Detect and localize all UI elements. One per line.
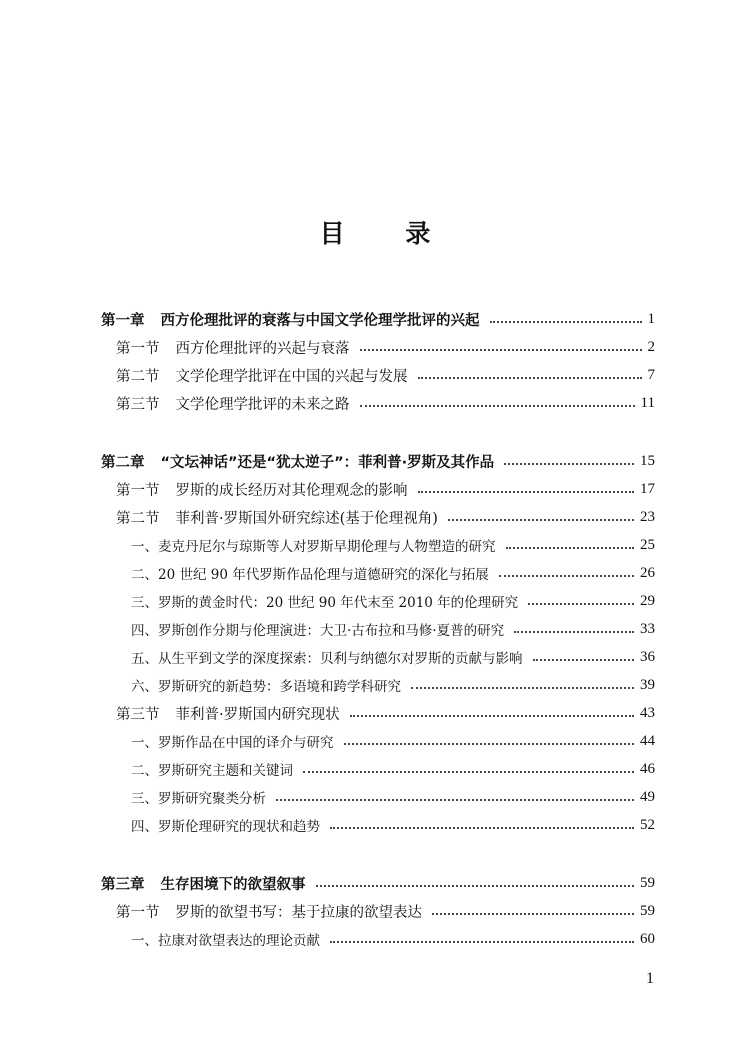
toc-entry-page: 49 — [640, 788, 655, 805]
toc-entry-label: 第一节 — [116, 904, 160, 921]
dot-leader — [418, 491, 635, 493]
toc-entry-heading — [131, 759, 293, 779]
toc-entry-label: 第一节 — [116, 482, 160, 499]
toc-entry-page: 59 — [640, 874, 655, 891]
toc-subsection-entry — [131, 532, 655, 558]
dot-leader — [528, 603, 634, 605]
toc-entry-heading — [131, 675, 401, 695]
toc-entry-page: 23 — [640, 508, 655, 525]
toc-entry-title: 六、罗斯研究的新趋势：多语境和跨学科研究 — [131, 679, 401, 695]
toc-subsection-entry — [131, 784, 655, 810]
toc-entry-page: 60 — [640, 930, 655, 947]
toc-entry-page: 25 — [640, 536, 655, 553]
toc-entry-heading — [131, 563, 489, 583]
toc-entry-title: 一、麦克丹尼尔与琼斯等人对罗斯早期伦理与人物塑造的研究 — [131, 539, 496, 555]
page-title: 目 录 — [319, 219, 457, 248]
toc-entry-heading — [131, 647, 523, 667]
toc-entry-label: 第三节 — [116, 396, 160, 413]
toc-entry-title: 文学伦理学批评在中国的兴起与发展 — [175, 368, 408, 385]
toc-section-entry — [116, 476, 655, 502]
toc-chapter-entry — [101, 870, 655, 896]
toc-entry-page: 44 — [640, 732, 655, 749]
toc-entry-page: 26 — [640, 564, 655, 581]
toc-entry-page: 43 — [640, 704, 655, 721]
toc-entry-page: 7 — [647, 366, 655, 383]
dot-leader — [499, 575, 634, 577]
dot-leader — [360, 405, 635, 407]
toc-entry-page: 29 — [640, 592, 655, 609]
toc-entry-heading — [131, 535, 496, 555]
toc-subsection-entry — [131, 926, 655, 952]
toc-entry-label: 第一章 — [101, 312, 145, 329]
page-number: 1 — [646, 970, 654, 987]
toc-entry-title: 罗斯的成长经历对其伦理观念的影响 — [175, 482, 408, 499]
toc-entry-heading — [101, 309, 480, 330]
toc-entry-heading — [131, 619, 504, 639]
toc-entry-heading — [116, 479, 408, 500]
toc-entry-heading — [101, 451, 494, 472]
dot-leader — [418, 377, 642, 379]
toc-chapter-entry — [101, 448, 655, 474]
toc-entry-page: 15 — [640, 452, 655, 469]
toc-entry-page: 46 — [640, 760, 655, 777]
toc-entry-title: 一、罗斯作品在中国的译介与研究 — [131, 735, 334, 751]
toc-entry-heading — [116, 393, 350, 414]
toc-entry-label: 第三章 — [101, 876, 145, 893]
toc-entry-label: 第二章 — [101, 454, 145, 471]
toc-subsection-entry — [131, 644, 655, 670]
toc-entry-title: 二、罗斯研究主题和关键词 — [131, 763, 293, 779]
toc-subsection-entry — [131, 616, 655, 642]
dot-leader — [432, 913, 634, 915]
dot-leader — [411, 687, 634, 689]
toc-entry-heading — [131, 787, 266, 807]
toc-entry-title: 三、罗斯的黄金时代：20 世纪 90 年代末至 2010 年的伦理研究 — [131, 595, 519, 611]
toc-entry-title: 四、罗斯创作分期与伦理演进：大卫·古布拉和马修·夏普的研究 — [131, 623, 505, 639]
toc-section-entry — [116, 362, 655, 388]
toc-entry-page: 33 — [640, 620, 655, 637]
toc-entry-label: 第二节 — [116, 510, 160, 527]
toc-entry-title: 西方伦理批评的衰落与中国文学伦理学批评的兴起 — [160, 312, 480, 329]
toc-subsection-entry — [131, 728, 655, 754]
toc-entry-heading — [116, 901, 422, 922]
toc-entry-title: 一、拉康对欲望表达的理论贡献 — [131, 933, 320, 949]
dot-leader — [316, 885, 635, 887]
toc-subsection-entry — [131, 812, 655, 838]
toc-entry-title: 菲利普·罗斯国外研究综述(基于伦理视角) — [175, 510, 438, 527]
toc-entry-title: 四、罗斯伦理研究的现状和趋势 — [131, 819, 320, 835]
toc-entry-page: 36 — [640, 648, 655, 665]
toc-entry-page: 52 — [640, 816, 655, 833]
toc-entry-heading — [101, 873, 306, 894]
dot-leader — [514, 631, 634, 633]
toc-entry-title: 文学伦理学批评的未来之路 — [175, 396, 350, 413]
toc-entry-heading — [116, 365, 408, 386]
toc-entry-title: 西方伦理批评的兴起与衰落 — [175, 340, 350, 357]
dot-leader — [360, 349, 642, 351]
toc-subsection-entry — [131, 560, 655, 586]
toc-entry-heading — [116, 337, 350, 358]
toc-section-entry — [116, 898, 655, 924]
dot-leader — [350, 715, 634, 717]
toc-entry-label: 第二节 — [116, 368, 160, 385]
dot-leader — [303, 771, 634, 773]
toc-entry-title: 五、从生平到文学的深度探索：贝利与纳德尔对罗斯的贡献与影响 — [131, 651, 523, 667]
toc-entry-page: 17 — [640, 480, 655, 497]
toc-entry-heading — [131, 815, 320, 835]
toc-entry-heading — [131, 591, 518, 611]
toc-section-entry — [116, 700, 655, 726]
toc-entry-heading — [131, 731, 334, 751]
toc-entry-title: 菲利普·罗斯国内研究现状 — [175, 706, 340, 723]
toc-entry-title: “文坛神话”还是“犹太逆子”：菲利普·罗斯及其作品 — [160, 454, 495, 471]
toc-entry-title: 罗斯的欲望书写：基于拉康的欲望表达 — [175, 904, 422, 921]
toc-subsection-entry — [131, 588, 655, 614]
toc-subsection-entry — [131, 756, 655, 782]
toc-entry-title: 生存困境下的欲望叙事 — [160, 876, 306, 893]
toc-entry-heading — [131, 929, 320, 949]
dot-leader — [506, 547, 635, 549]
dot-leader — [448, 519, 634, 521]
dot-leader — [490, 321, 642, 323]
toc-entry-page: 2 — [647, 338, 655, 355]
toc-section-entry — [116, 504, 655, 530]
toc-entry-page: 59 — [640, 902, 655, 919]
toc-entry-heading — [116, 703, 340, 724]
toc-entry-heading — [116, 507, 438, 528]
dot-leader — [344, 743, 635, 745]
toc-section-entry — [116, 390, 655, 416]
toc-subsection-entry — [131, 672, 655, 698]
toc-entry-page: 39 — [640, 676, 655, 693]
toc-entry-label: 第三节 — [116, 706, 160, 723]
toc-entry-page: 11 — [640, 394, 655, 411]
dot-leader — [533, 659, 635, 661]
toc-entry-label: 第一节 — [116, 340, 160, 357]
toc-section-entry — [116, 334, 655, 360]
toc-entry-page: 1 — [647, 310, 655, 327]
dot-leader — [504, 463, 634, 465]
dot-leader — [330, 827, 634, 829]
toc-entry-title: 二、20 世纪 90 年代罗斯作品伦理与道德研究的深化与拓展 — [131, 567, 489, 583]
toc-entry-title: 三、罗斯研究聚类分析 — [131, 791, 266, 807]
toc-chapter-entry — [101, 306, 655, 332]
dot-leader — [276, 799, 634, 801]
dot-leader — [330, 941, 634, 943]
